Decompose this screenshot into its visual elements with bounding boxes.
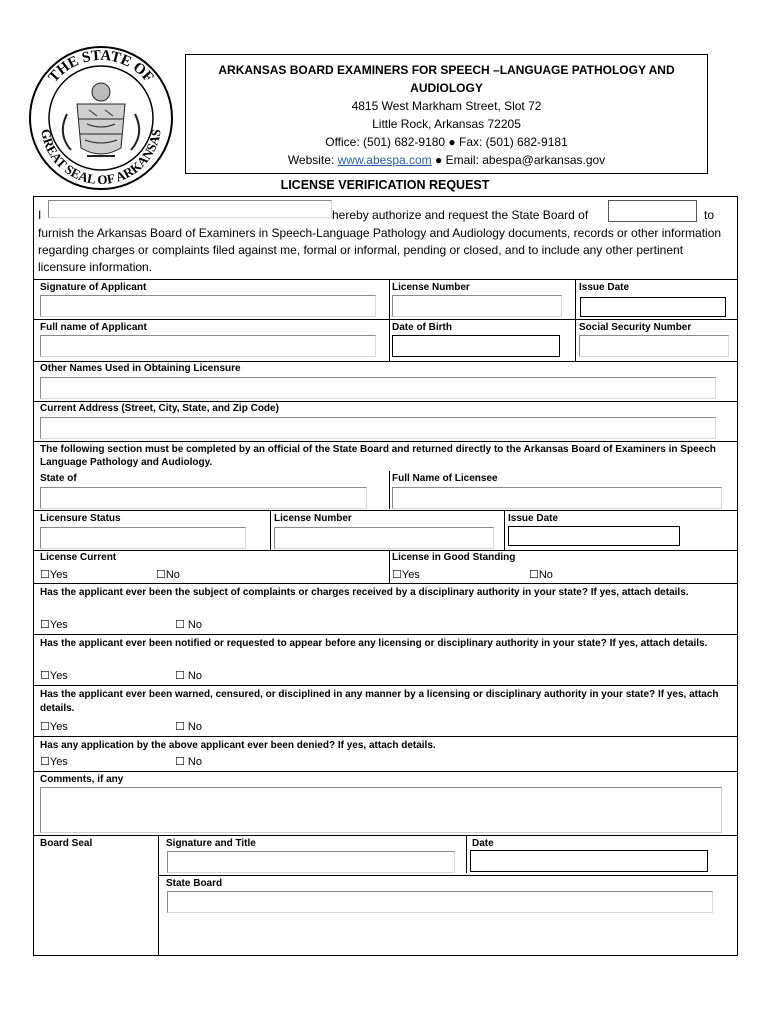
official-issue-date-label: Issue Date xyxy=(508,513,559,524)
q1-yes[interactable]: ☐Yes xyxy=(40,619,68,631)
form-title: LICENSE VERIFICATION REQUEST xyxy=(280,178,490,192)
licensure-status-input[interactable] xyxy=(40,527,246,549)
seal-bottom-text: GREAT SEAL OF ARKANSAS xyxy=(38,127,164,188)
address-input[interactable] xyxy=(40,417,716,439)
phone-fax: Office: (501) 682-9180 ● Fax: (501) 682-9181 xyxy=(325,135,568,149)
other-names-label: Other Names Used in Obtaining Licensure xyxy=(40,363,241,374)
header-box xyxy=(185,54,708,174)
license-current-no[interactable]: ☐No xyxy=(156,569,180,581)
great-seal-of-arkansas xyxy=(27,44,175,192)
issue-date-input[interactable] xyxy=(580,297,726,317)
address-label: Current Address (Street, City, State, and Zip Code) xyxy=(40,403,279,414)
full-name-input[interactable] xyxy=(40,335,376,357)
date-input[interactable] xyxy=(470,850,708,872)
q1-no[interactable]: ☐ No xyxy=(175,619,202,631)
q4-yes[interactable]: ☐Yes xyxy=(40,756,68,768)
auth-to: to xyxy=(704,208,715,222)
licensee-name-label: Full Name of Licensee xyxy=(392,473,498,484)
official-license-number-label: License Number xyxy=(274,513,352,524)
state-of-input[interactable] xyxy=(40,487,367,509)
dob-label: Date of Birth xyxy=(392,322,452,333)
auth-mid: hereby authorize and request the State Board of xyxy=(332,208,589,222)
official-license-number-input[interactable] xyxy=(274,527,494,549)
website-link[interactable]: www.abespa.com xyxy=(337,153,432,167)
verification-form xyxy=(33,196,738,956)
good-standing-yes[interactable]: ☐Yes xyxy=(392,569,420,581)
street-address: 4815 West Markham Street, Slot 72 xyxy=(351,99,542,113)
question-denied: Has any application by the above applicant ever been denied? If yes, attach details. xyxy=(40,740,436,751)
other-names-input[interactable] xyxy=(40,377,716,399)
authorizer-name-input[interactable] xyxy=(48,200,332,218)
ssn-input[interactable] xyxy=(579,335,729,357)
comments-label: Comments, if any xyxy=(40,774,124,785)
official-instructions: The following section must be completed by an official of the State Board and returned directly to the Arkansas Board of Examiners in Speech Language Pathology and Audiology. xyxy=(40,444,716,468)
comments-input[interactable] xyxy=(40,787,722,833)
good-standing-label: License in Good Standing xyxy=(392,552,516,563)
email: ● Email: abespa@arkansas.gov xyxy=(431,153,606,167)
auth-i: I xyxy=(38,208,42,222)
full-name-label: Full name of Applicant xyxy=(40,322,147,333)
q3-yes[interactable]: ☐Yes xyxy=(40,721,68,733)
website-email-line xyxy=(186,151,707,169)
state-of-label: State of xyxy=(40,473,77,484)
state-board-input[interactable] xyxy=(608,200,697,222)
website-label: Website: xyxy=(287,153,338,167)
board-seal-label: Board Seal xyxy=(40,838,93,849)
date-label: Date xyxy=(472,838,494,849)
ssn-label: Social Security Number xyxy=(579,322,692,333)
question-disciplined: Has the applicant ever been warned, censured, or disciplined in any manner by a licensing or disciplinary authority in your state? If yes, attach details. xyxy=(40,689,719,714)
signature-label: Signature of Applicant xyxy=(40,282,147,293)
org-name: ARKANSAS BOARD EXAMINERS FOR SPEECH –LANGUAGE PATHOLOGY AND AUDIOLOGY xyxy=(218,63,675,95)
state-board-label: State Board xyxy=(166,878,223,889)
q3-no[interactable]: ☐ No xyxy=(175,721,202,733)
license-number-input[interactable] xyxy=(392,295,562,317)
auth-body: furnish the Arkansas Board of Examiners in Speech-Language Pathology and Audiology documents, records or other information regarding charges or complaints filed against me, formal or informal, pending or closed, and to include any other pertinent licensure information. xyxy=(38,226,722,274)
question-notified: Has the applicant ever been notified or requested to appear before any licensing or disciplinary authority in your state? If yes, attach details. xyxy=(40,638,708,649)
issue-date-label: Issue Date xyxy=(579,282,630,293)
signature-title-input[interactable] xyxy=(167,851,455,873)
signature-input[interactable] xyxy=(40,295,376,317)
license-current-label: License Current xyxy=(40,552,117,563)
state-board-name-input[interactable] xyxy=(167,891,713,913)
seal-top-text: THE STATE OF xyxy=(45,47,157,86)
signature-title-label: Signature and Title xyxy=(166,838,256,849)
q4-no[interactable]: ☐ No xyxy=(175,756,202,768)
good-standing-no[interactable]: ☐No xyxy=(529,569,553,581)
q2-no[interactable]: ☐ No xyxy=(175,670,202,682)
license-current-yes[interactable]: ☐Yes xyxy=(40,569,68,581)
question-complaints: Has the applicant ever been the subject of complaints or charges received by a disciplinary authority in your state? If yes, attach details. xyxy=(40,587,689,598)
city-address: Little Rock, Arkansas 72205 xyxy=(372,117,521,131)
official-issue-date-input[interactable] xyxy=(508,526,680,546)
licensure-status-label: Licensure Status xyxy=(40,513,121,524)
license-number-label: License Number xyxy=(392,282,470,293)
q2-yes[interactable]: ☐Yes xyxy=(40,670,68,682)
dob-input[interactable] xyxy=(392,335,560,357)
licensee-name-input[interactable] xyxy=(392,487,722,509)
